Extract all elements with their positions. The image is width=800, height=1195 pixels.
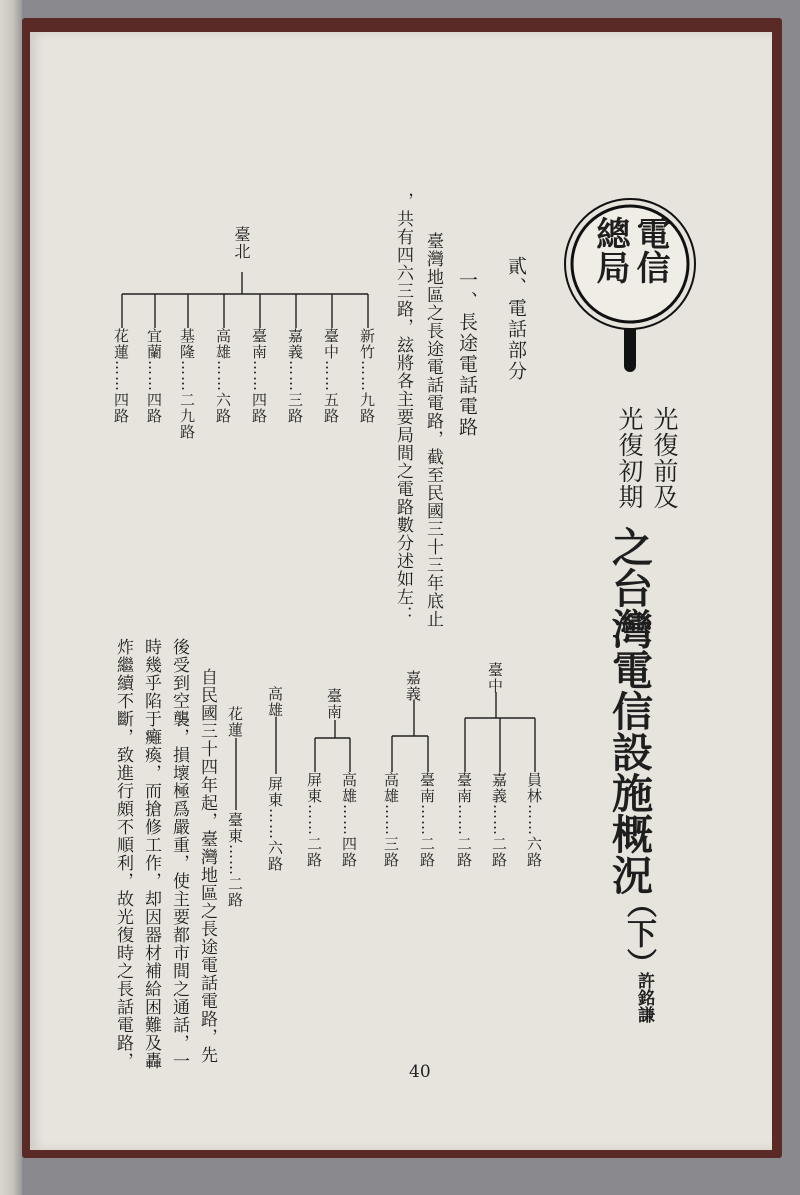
tree-chiayi-root: 嘉義: [404, 670, 422, 702]
tree-taichung-branch-1: 員林……六路: [525, 772, 543, 868]
tree-hualien-root: 花蓮: [226, 706, 244, 738]
tree-taipei-branch-4: 臺南……四路: [250, 328, 268, 424]
closing-line-3: 時幾乎陷于癱瘓，而搶修工作，却因器材補給困難及轟: [141, 638, 161, 1070]
article-title: 之台灣電信設施概況: [605, 526, 653, 895]
tree-chiayi-branch-1: 臺南……二路: [418, 772, 436, 868]
page-number: 40: [409, 1062, 431, 1082]
closing-line-1: 自民國三十四年起，臺灣地區之長途電話電路，先: [197, 668, 217, 1064]
tree-taipei-branch-7: 宜蘭……四路: [145, 328, 163, 424]
tree-tainan-branch-1: 高雄……四路: [340, 772, 358, 868]
tree-taipei-root: 臺北: [232, 226, 251, 260]
tree-taichung-branch-2: 嘉義……二路: [490, 772, 508, 868]
tree-tainan-branch-2: 屏東……二路: [305, 772, 323, 868]
pre-title-line-1: 光復前及: [650, 406, 679, 510]
tree-taipei-branch-8: 花蓮……四路: [112, 328, 130, 424]
section-heading: 貳、電話部分: [505, 256, 527, 382]
article-author: 許銘謙: [634, 972, 654, 1023]
book-page: [30, 32, 772, 1150]
tree-kaohsiung-branch-1: 屏東……六路: [266, 776, 284, 872]
tree-taipei-branch-2: 臺中……五路: [322, 328, 340, 424]
intro-line-2: ，共有四六三路，玆將各主要局間之電路數分述如左：: [393, 192, 413, 624]
tree-hualien-branch-1: 臺東……二路: [226, 812, 244, 908]
tree-taichung-root: 臺中: [486, 662, 504, 694]
tree-taipei-branch-5: 高雄……六路: [214, 328, 232, 424]
logo-lettering: 電信總局: [590, 216, 670, 284]
tree-taipei-branch-6: 基隆……二九路: [178, 328, 196, 440]
intro-line-1: 臺灣地區之長途電話電路，截至民國三十三年底止: [423, 232, 443, 628]
tree-taichung-branch-3: 臺南……二路: [455, 772, 473, 868]
closing-line-4: 炸繼續不斷，致進行頗不順利，故光復時之長話電路，: [113, 638, 133, 1070]
tree-chiayi-branch-2: 高雄……三路: [382, 772, 400, 868]
closing-line-2: 後受到空襲，損壞極爲嚴重，使主要都市間之通話，一: [169, 638, 189, 1070]
tree-taipei-branch-1: 新竹……九路: [358, 328, 376, 424]
pre-title-line-2: 光復初期: [615, 406, 644, 510]
previous-page-edge: [0, 0, 22, 1195]
sub-heading: 一、長途電話電路: [456, 270, 478, 438]
tree-kaohsiung-root: 高雄: [266, 686, 284, 718]
tree-tainan-root: 臺南: [325, 688, 343, 720]
tree-taipei-branch-3: 嘉義……三路: [286, 328, 304, 424]
article-part: （下）: [621, 888, 656, 978]
